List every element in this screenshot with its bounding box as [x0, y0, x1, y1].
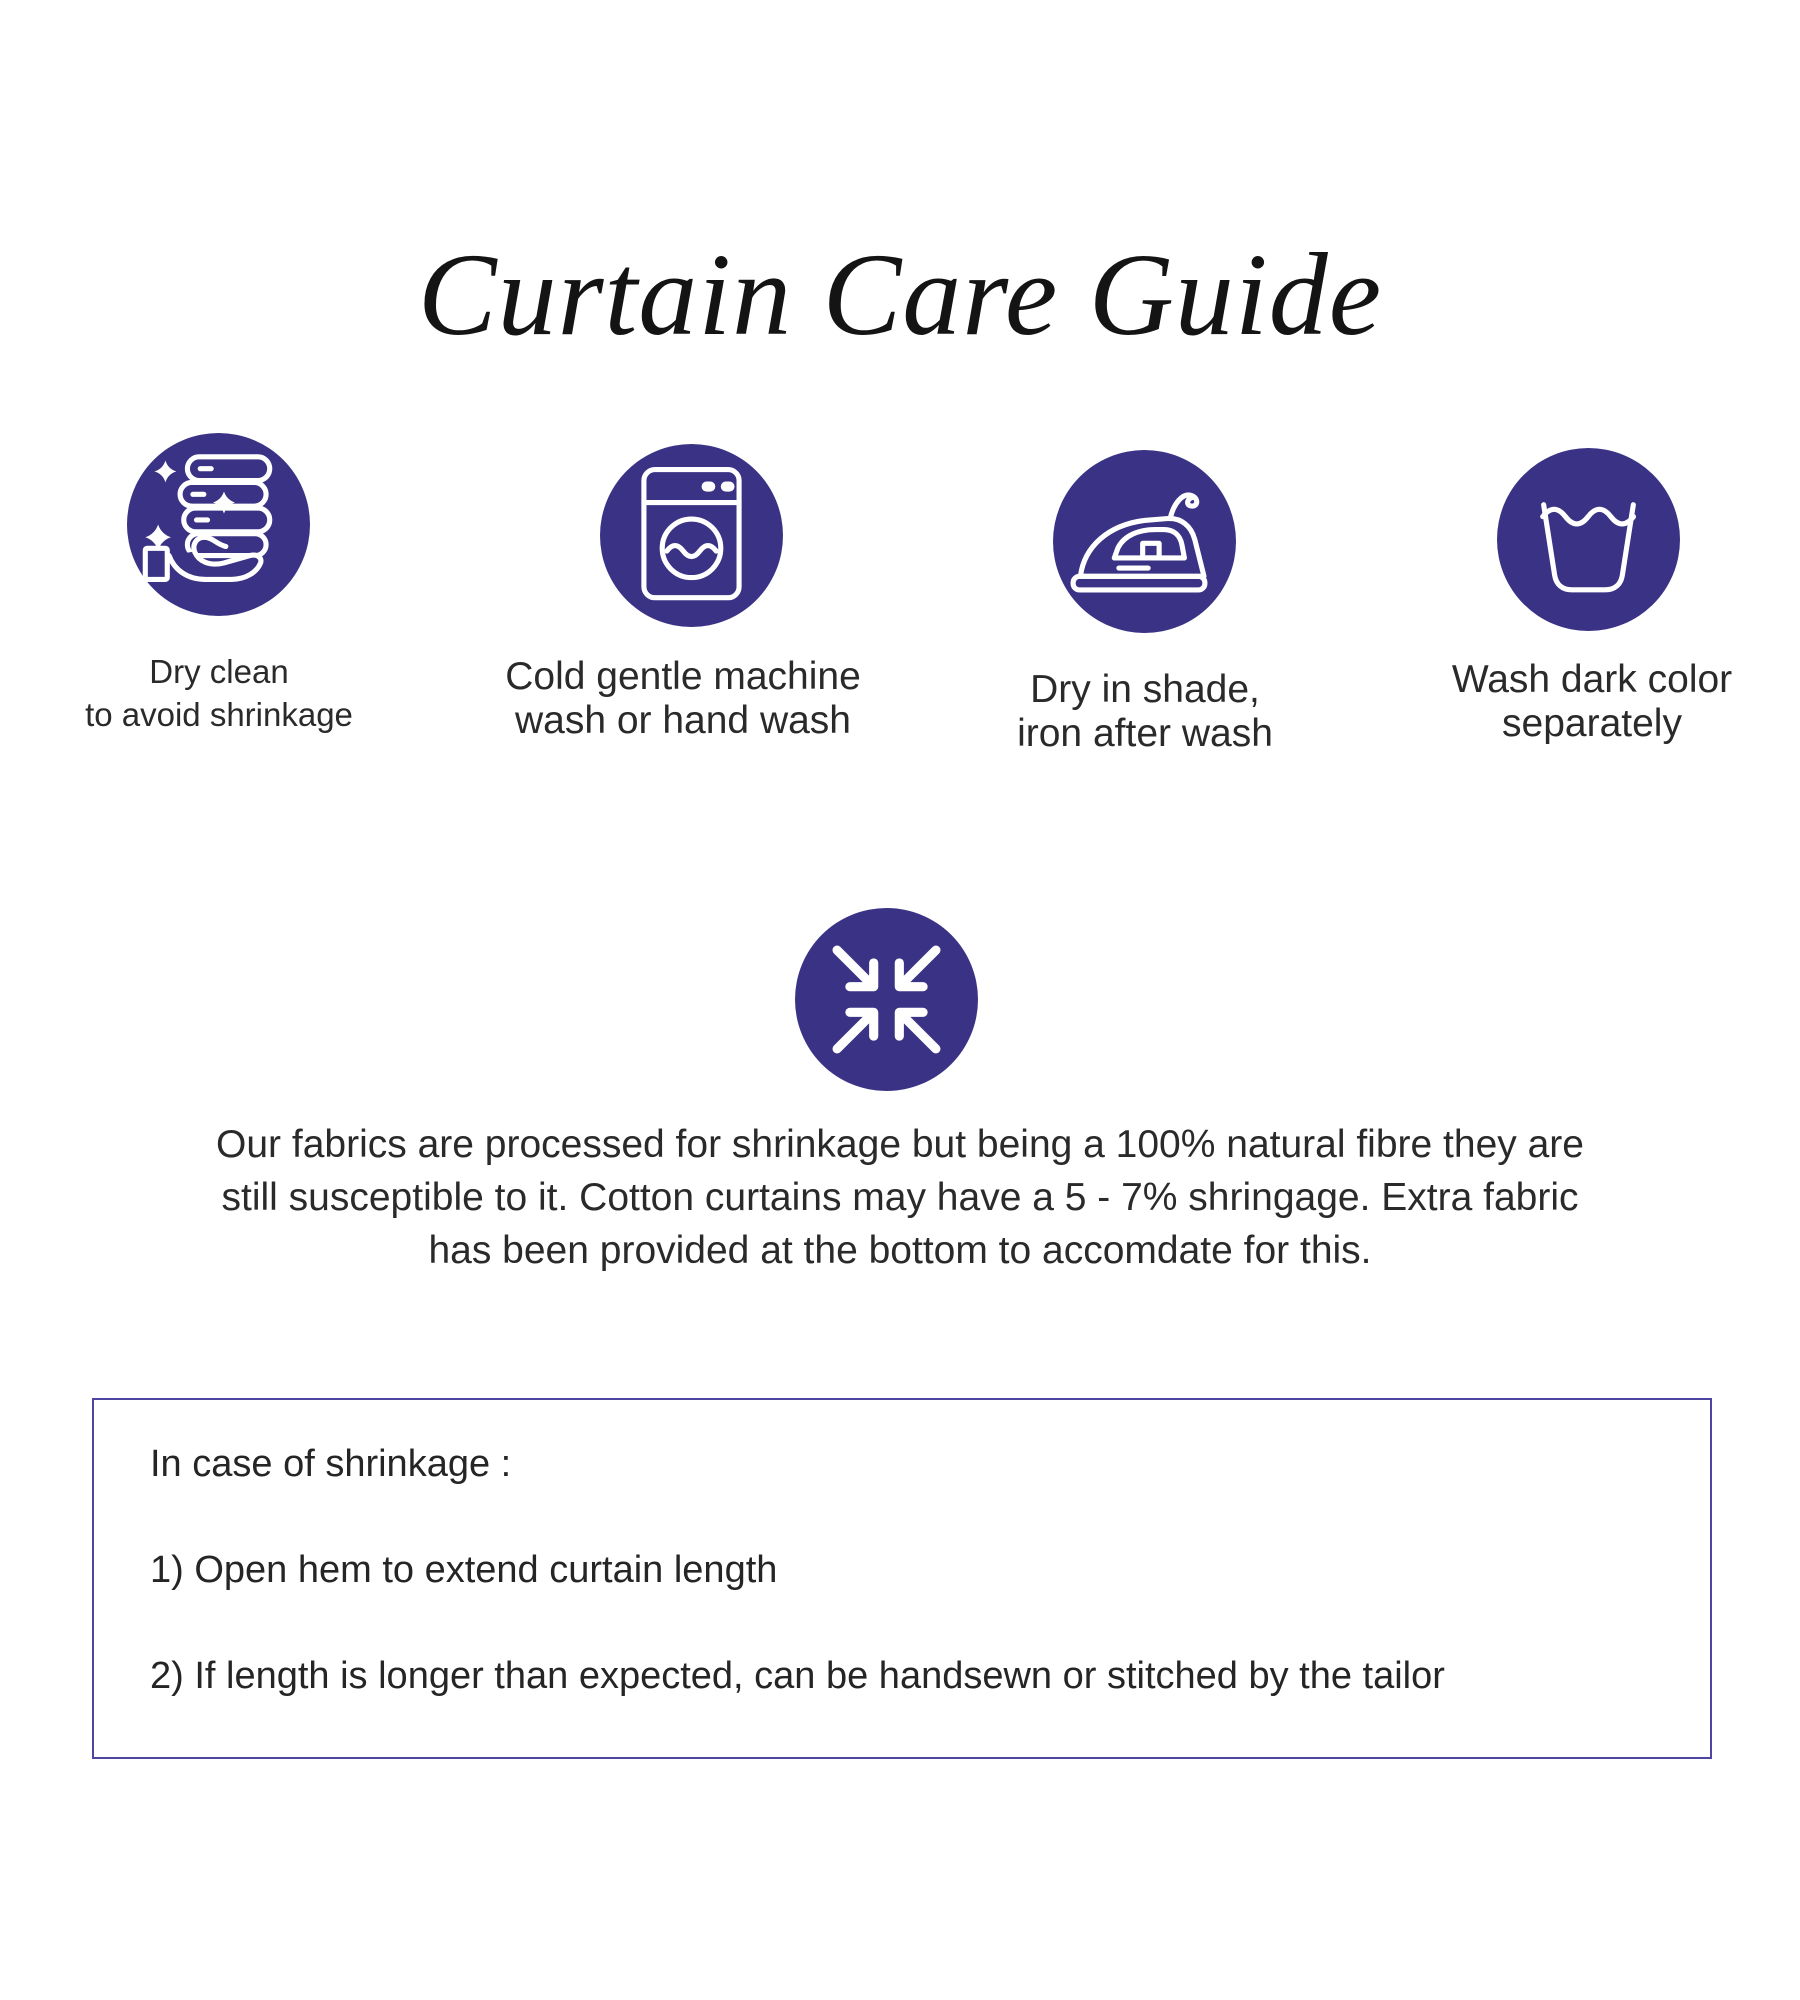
shrinkage-box-item-2: 2) If length is longer than expected, can be handsewn or stitched by the tailor: [150, 1655, 1445, 1697]
care-label-ironing: Dry in shade, iron after wash: [1017, 668, 1273, 755]
care-label-dry-clean: Dry clean to avoid shrinkage: [85, 653, 353, 733]
page-title: Curtain Care Guide: [417, 229, 1383, 361]
shrinkage-section-badge: [795, 908, 978, 1091]
care-item-dark-colors: [1497, 448, 1680, 631]
shrinkage-box-item-1: 1) Open hem to extend curtain length: [150, 1549, 778, 1591]
shrink-arrows-icon: [795, 908, 978, 1091]
shrinkage-instructions-box: [92, 1398, 1712, 1759]
care-item-machine-wash: [600, 444, 783, 627]
care-item-ironing: [1053, 450, 1236, 633]
shrinkage-note: [0, 1118, 1800, 1277]
care-label-machine-wash: Cold gentle machine wash or hand wash: [505, 655, 861, 742]
washing-machine-icon: [600, 444, 783, 627]
wash-basin-icon: [1497, 448, 1680, 631]
iron-icon: [1053, 450, 1236, 633]
shrinkage-note-line: Our fabrics are processed for shrinkage but being a 100% natural fibre they are: [216, 1123, 1584, 1166]
shrinkage-box-heading: In case of shrinkage :: [150, 1443, 512, 1485]
care-label-dark-colors: Wash dark color separately: [1451, 658, 1733, 745]
shrinkage-note-line: still susceptible to it. Cotton curtains may have a 5 - 7% shringage. Extra fabric: [221, 1176, 1579, 1219]
care-item-dry-clean: [127, 433, 310, 616]
shrinkage-note-line: has been provided at the bottom to accomdate for this.: [428, 1229, 1372, 1272]
dry-clean-hand-icon: [127, 433, 310, 616]
